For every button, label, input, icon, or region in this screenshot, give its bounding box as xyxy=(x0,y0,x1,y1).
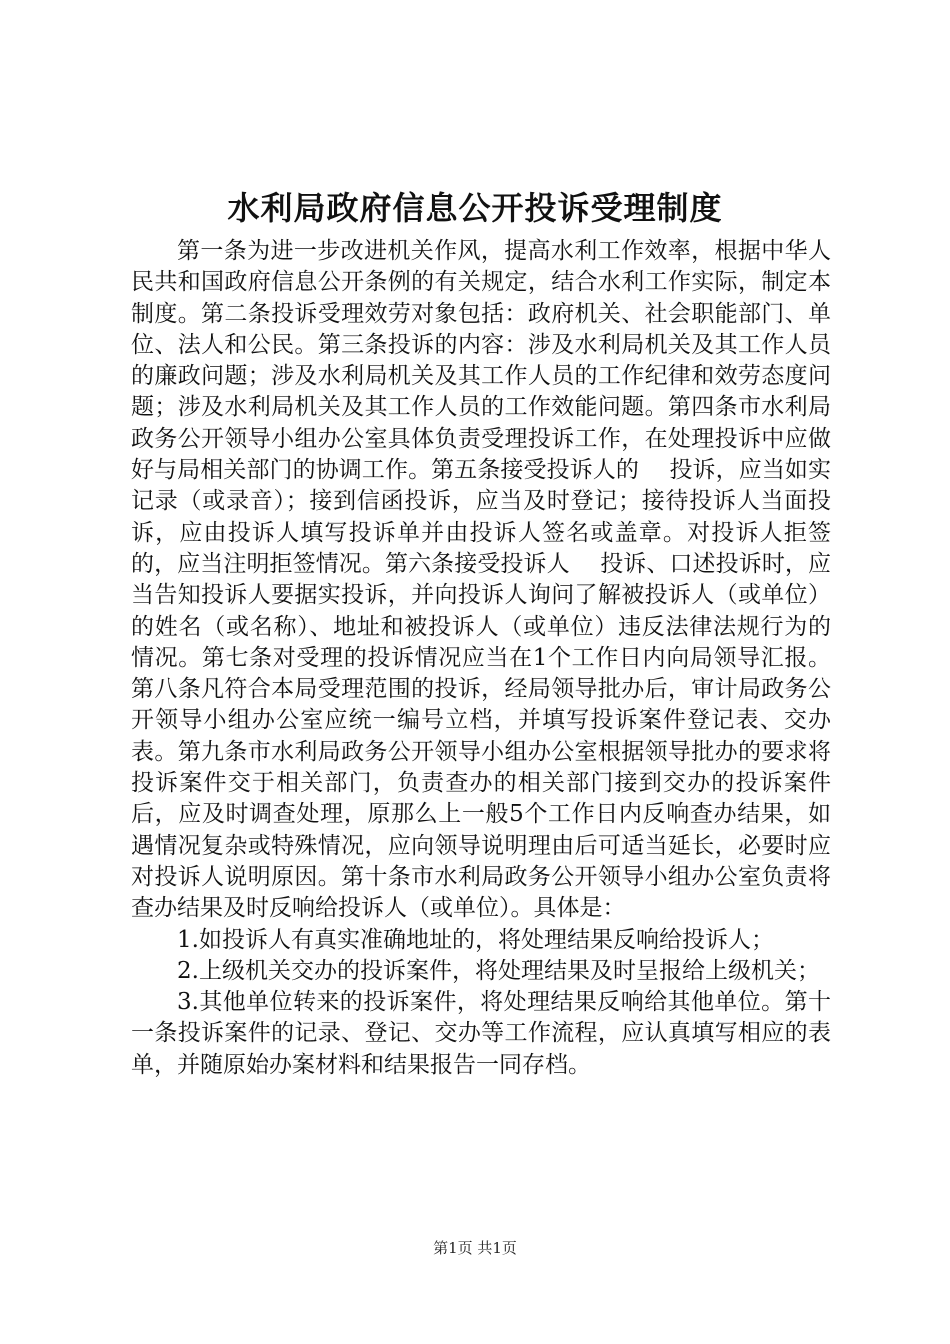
paragraph-main: 第一条为进一步改进机关作风，提高水利工作效率，根据中华人民共和国政府信息公开条例的有关规定，结合水利工作实际，制定本制度。第二条投诉受理效劳对象包括：政府机关、社会职能部门、单位、法人和公民。第三条投诉的内容：涉及水利局机关及其工作人员的廉政问题；涉及水利局机关及其工作人员的工作纪律和效劳态度问题；涉及水利局机关及其工作人员的工作效能问题。第四条市水利局政务公开领导小组办公室具体负责受理投诉工作，在处理投诉中应做好与局相关部门的协调工作。第五条接受投诉人的 投诉，应当如实记录（或录音）；接到信函投诉，应当及时登记；接待投诉人当面投诉，应由投诉人填写投诉单并由投诉人签名或盖章。对投诉人拒签的，应当注明拒签情况。第六条接受投诉人 投诉、口述投诉时，应当告知投诉人要据实投诉，并向投诉人询问了解被投诉人（或单位）的姓名（或名称）、地址和被投诉人（或单位）违反法律法规行为的情况。第七条对受理的投诉情况应当在1个工作日内向局领导汇报。第八条凡符合本局受理范围的投诉，经局领导批办后，审计局政务公开领导小组办公室应统一编号立档，并填写投诉案件登记表、交办表。第九条市水利局政务公开领导小组办公室根据领导批办的要求将投诉案件交于相关部门，负责查办的相关部门接到交办的投诉案件后，应及时调查处理，原那么上一般5个工作日内反响查办结果，如遇情况复杂或特殊情况，应向领导说明理由后可适当延长，必要时应对投诉人说明原因。第十条市水利局政务公开领导小组办公室负责将查办结果及时反响给投诉人（或单位）。具体是： xyxy=(131,238,831,922)
paragraph-item-3: 3.其他单位转来的投诉案件，将处理结果反响给其他单位。第十一条投诉案件的记录、登记、交办等工作流程，应认真填写相应的表单，并随原始办案材料和结果报告一同存档。 xyxy=(131,989,831,1078)
document-title: 水利局政府信息公开投诉受理制度 xyxy=(227,189,723,227)
page-number-footer: 第1页 共1页 xyxy=(433,1239,517,1257)
document-body xyxy=(131,236,831,1081)
paragraph-item-2: 2.上级机关交办的投诉案件，将处理结果及时呈报给上级机关； xyxy=(177,957,820,984)
paragraph-item-1: 1.如投诉人有真实准确地址的，将处理结果反响给投诉人； xyxy=(177,926,774,953)
